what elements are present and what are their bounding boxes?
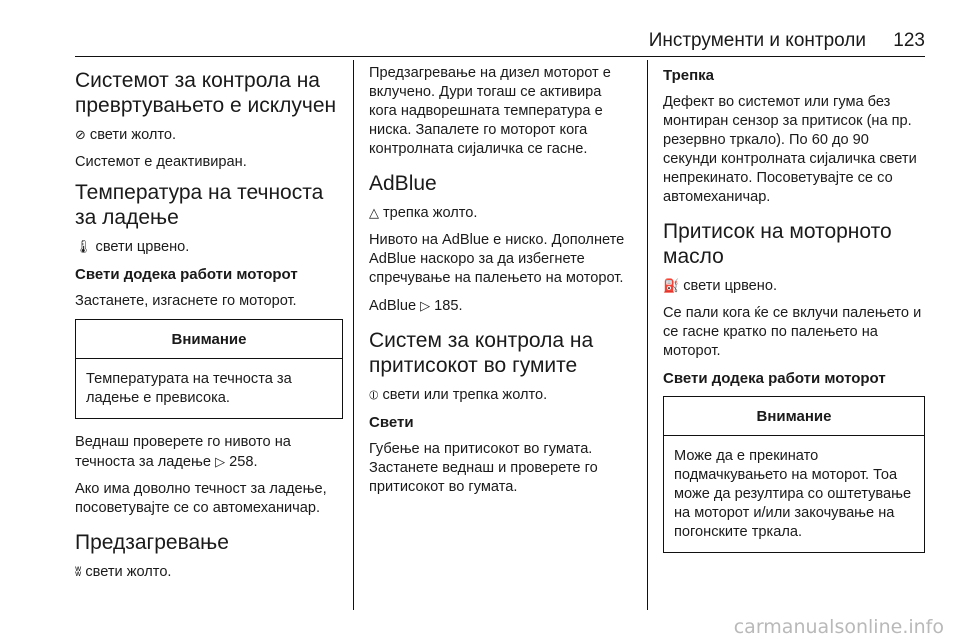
subheading: Свети додека работи моторот [663,370,886,387]
column-2 [369,64,633,505]
car-skid-off-icon: ⊘ [75,127,86,142]
glow-plug-icon: ʬ [75,564,82,579]
paragraph: ⊘ свети жолто. [75,127,177,143]
subheading: Свети [369,414,414,431]
warning-box-body: Може да е прекинато подмачкувањето на моторот. Тоа може да резултира со оштетување на моторот и/или закочување на погонските тркала. [674,448,912,540]
paragraph: Ако има доволно течност за ладење, посоветувајте се со автомеханичар. [75,481,327,516]
paragraph: ʬ свети жолто. [75,564,172,580]
paragraph: Нивото на AdBlue е ниско. Дополнете AdBlue наскоро за да избегнете спречување на палењето на моторот. [369,232,625,286]
subheading: Свети додека работи моторот [75,266,298,283]
page-header-title: Инструменти и контроли [648,30,867,51]
column-3 [663,64,925,567]
warning-box [663,396,925,553]
paragraph: ⛽ свети црвено. [663,278,778,294]
header-rule [75,56,925,57]
page-reference-triangle-icon: ▷ [420,298,431,313]
paragraph: Дефект во системот или гума без монтиран сензор за притисок (на пр. резервно тркало). По 60 до 90 секунди контролната сијаличка свети непрекинато. Посоветувајте се со автомеханичар. [663,94,917,205]
page-header [75,30,925,54]
heading-oil: Притисок на моторното масло [663,220,892,268]
watermark: carmanualsonline.info [733,616,944,638]
paragraph: 🌡 свети црвено. [75,239,190,255]
page-number: 123 [893,30,925,51]
paragraph: △ трепка жолто. [369,205,478,221]
paragraph: ⦶ свети или трепка жолто. [369,387,548,403]
oil-can-icon: ⛽ [663,278,680,293]
heading-adblue: AdBlue [369,172,437,195]
tire-pressure-icon: ⦶ [369,387,379,402]
heading-coolant: Температура на течноста за ладење [75,181,324,229]
warning-box [75,319,343,419]
paragraph: Застанете, изгаснете го моторот. [75,293,297,309]
warning-box-body: Температурата на течноста за ладење е превисока. [86,371,292,406]
paragraph: Веднаш проверете го нивото на течноста за ладење ▷ 258. [75,434,291,470]
paragraph: Системот е деактивиран. [75,154,247,170]
page-reference-link[interactable]: 258. [229,454,258,470]
column-divider [353,60,354,610]
page-reference-link[interactable]: 185. [434,298,463,314]
warning-box-title: Внимание [76,320,342,359]
paragraph: Губење на притисокот во гумата. Застанете веднаш и проверете го притисокот во гумата. [369,441,598,495]
paragraph: AdBlue ▷ 185. [369,298,463,314]
page-reference-triangle-icon: ▷ [215,454,226,469]
paragraph: Предзагревање на дизел моторот е вклучено. Дури тогаш се активира кога надворешната температура е ниска. Запалете го моторот кога контролната сијаличка се гасне. [369,65,611,157]
heading-tpms: Систем за контрола на притисокот во гумите [369,329,594,377]
heading-preheat: Предзагревање [75,531,229,554]
heading-immobilizer: Системот за контрола на превртувањето е исклучен [75,69,337,117]
coolant-temperature-icon: 🌡 [75,239,92,254]
warning-box-title: Внимание [664,397,924,436]
paragraph: Се пали кога ќе се вклучи палењето и се гасне кратко по палењето на моторот. [663,305,922,359]
column-divider [647,60,648,610]
column-1 [75,64,343,590]
subheading: Трепка [663,67,715,84]
adblue-icon: △ [369,205,379,220]
